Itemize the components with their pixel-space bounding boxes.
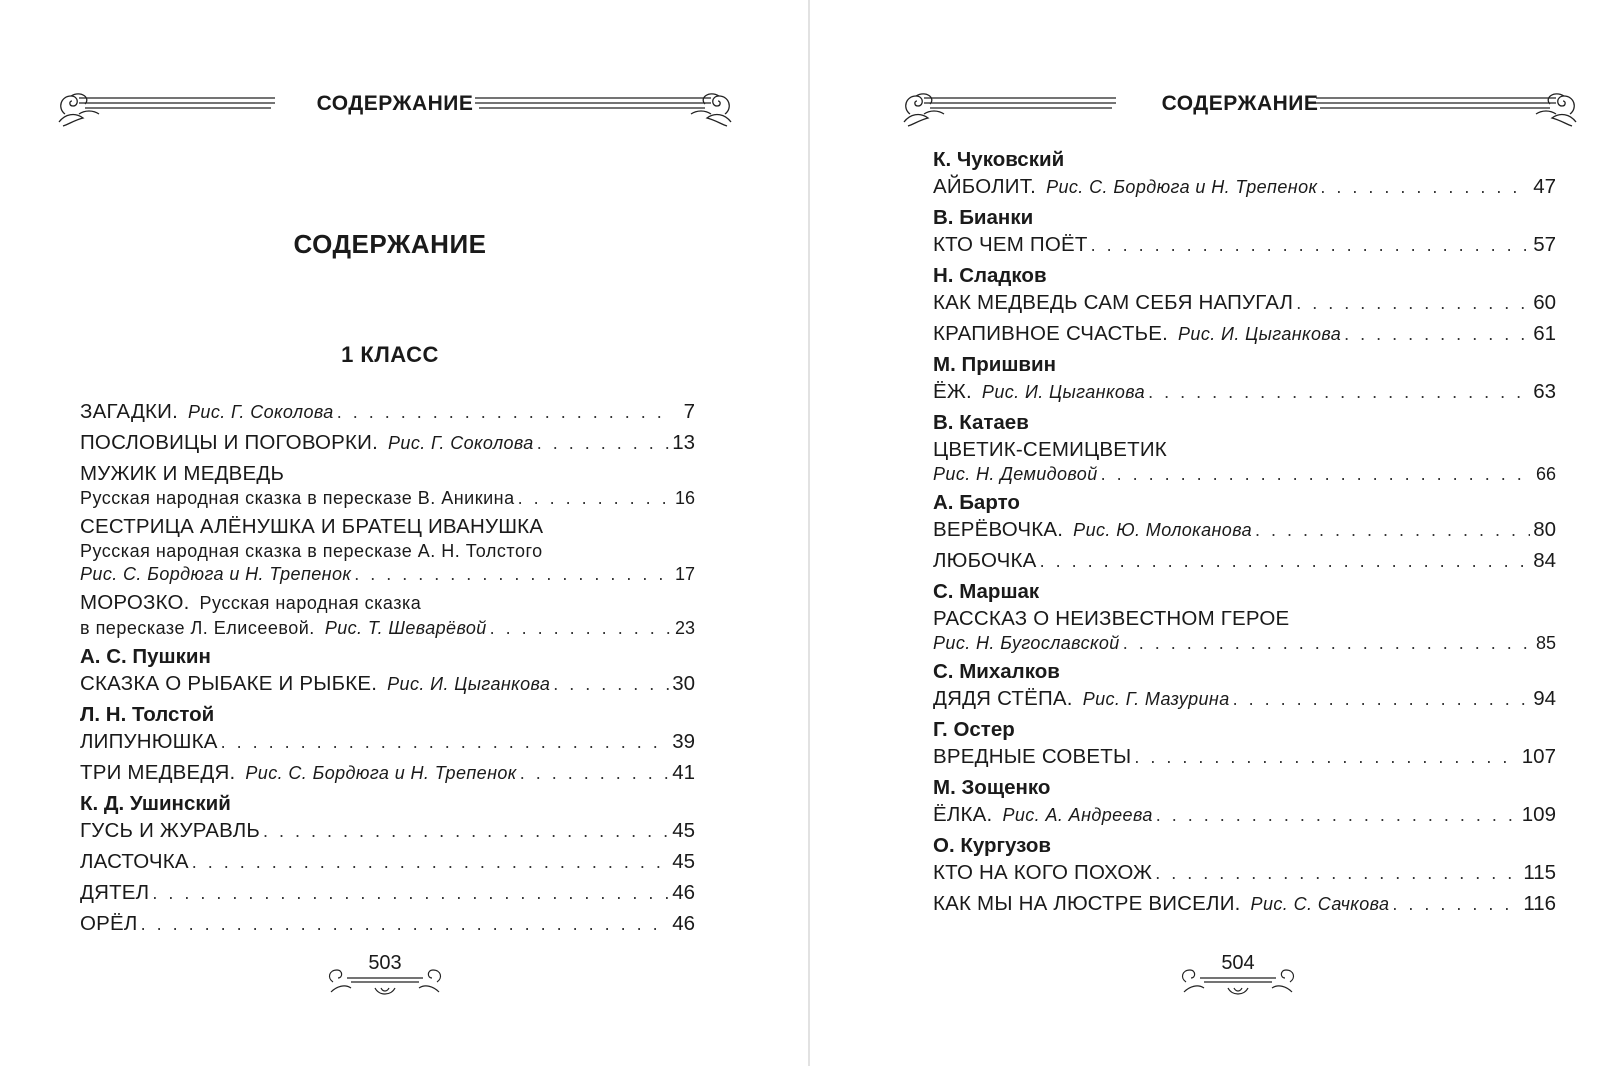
dot-leader	[337, 399, 670, 426]
page-ref: 30	[672, 672, 695, 695]
toc-line	[933, 547, 1556, 575]
toc-line	[933, 463, 1556, 486]
entry-title: СЕСТРИЦА АЛЁНУШКА И БРАТЕЦ ИВАНУШКА	[80, 515, 544, 538]
dot-leader	[1155, 860, 1520, 887]
toc-line	[80, 398, 695, 426]
toc-line	[80, 460, 695, 487]
author-name: Н. Сладков	[933, 264, 1047, 287]
entry-title: ЗАГАДКИ.	[80, 400, 178, 423]
toc-line	[933, 436, 1556, 463]
page-ref: 46	[672, 881, 695, 904]
toc-line	[80, 728, 695, 756]
author-name: К. Д. Ушинский	[80, 792, 231, 815]
page-ref: 115	[1523, 861, 1556, 884]
toc-entry	[80, 429, 695, 457]
folio	[1178, 952, 1298, 1004]
toc-group	[80, 643, 695, 698]
toc-line	[80, 563, 695, 586]
author-name: А. Барто	[933, 491, 1020, 514]
toc-entry	[80, 670, 695, 698]
page-ref: 39	[672, 730, 695, 753]
toc-entry	[933, 743, 1556, 771]
entry-title: КАК МЫ НА ЛЮСТРЕ ВИСЕЛИ.	[933, 892, 1241, 915]
page-ref: 60	[1533, 291, 1556, 314]
dot-leader	[1101, 463, 1531, 486]
entry-title: ЁЛКА.	[933, 803, 993, 826]
dot-leader	[1156, 802, 1519, 829]
author-name: М. Пришвин	[933, 353, 1056, 376]
page-ref: 80	[1533, 518, 1556, 541]
dot-leader	[263, 818, 669, 845]
dot-leader	[518, 487, 670, 510]
toc-line	[933, 743, 1556, 771]
entry-title: ВРЕДНЫЕ СОВЕТЫ	[933, 745, 1132, 768]
entry-subtitle: Русская народная сказка	[199, 593, 422, 613]
toc-line	[80, 910, 695, 938]
running-header-title: СОДЕРЖАНИЕ	[1161, 92, 1319, 115]
entry-title: ПОСЛОВИЦЫ И ПОГОВОРКИ.	[80, 431, 379, 454]
toc-line	[933, 378, 1556, 406]
folio	[325, 952, 445, 1004]
page-ref: 13	[672, 431, 695, 454]
author-name: В. Катаев	[933, 411, 1029, 434]
author-name: Л. Н. Толстой	[80, 703, 215, 726]
dot-leader	[553, 671, 669, 698]
toc-entry	[80, 759, 695, 787]
page-ref: 109	[1521, 803, 1556, 826]
left-page	[0, 0, 810, 1066]
toc-line	[933, 173, 1556, 201]
toc-line	[80, 817, 695, 845]
entry-title: КТО ЧЕМ ПОЁТ	[933, 233, 1088, 256]
dot-leader	[221, 729, 670, 756]
contents-title: СОДЕРЖАНИЕ	[293, 229, 487, 259]
illustrator-credit: Рис. Г. Соколова	[388, 433, 534, 453]
page-ref: 57	[1533, 233, 1556, 256]
author-name: Г. Остер	[933, 718, 1015, 741]
toc-group	[933, 146, 1556, 201]
illustrator-credit: Рис. Г. Мазурина	[1082, 689, 1230, 709]
toc-group	[80, 790, 695, 938]
illustrator-credit: Рис. Н. Демидовой	[933, 464, 1098, 484]
toc-entry	[933, 231, 1556, 259]
toc-line	[933, 320, 1556, 348]
toc-entry	[933, 685, 1556, 713]
toc-line	[80, 848, 695, 876]
page-ref: 7	[683, 400, 695, 423]
toc-entry	[933, 516, 1556, 544]
illustrator-credit: Рис. С. Бордюга и Н. Трепенок	[80, 564, 352, 584]
dot-leader	[354, 563, 670, 586]
entry-title: ЦВЕТИК-СЕМИЦВЕТИК	[933, 438, 1167, 461]
toc-line	[933, 605, 1556, 632]
page-ref: 107	[1521, 745, 1556, 768]
dot-leader	[1148, 379, 1530, 406]
author-name: С. Михалков	[933, 660, 1060, 683]
entry-subtitle: Русская народная сказка в пересказе А. Н. Толстого	[80, 541, 543, 561]
entry-title: КРАПИВНОЕ СЧАСТЬЕ.	[933, 322, 1169, 345]
illustrator-credit: Рис. С. Бордюга и Н. Трепенок	[245, 763, 517, 783]
toc-entry	[933, 173, 1556, 201]
toc-group	[933, 832, 1556, 918]
toc-entry	[80, 398, 695, 426]
toc-entry	[80, 848, 695, 876]
entry-subtitle: в пересказе Л. Елисеевой.	[80, 618, 315, 638]
toc-line	[80, 487, 695, 510]
entry-title: ЛАСТОЧКА	[80, 850, 189, 873]
illustrator-credit: Рис. Ю. Молоканова	[1073, 520, 1253, 540]
dot-leader	[1296, 290, 1530, 317]
toc-entry	[80, 728, 695, 756]
toc-line	[80, 670, 695, 698]
dot-leader	[1040, 548, 1531, 575]
toc-entry	[80, 879, 695, 907]
illustrator-credit: Рис. И. Цыганкова	[387, 674, 551, 694]
toc-entry	[80, 817, 695, 845]
toc-group	[933, 489, 1556, 575]
illustrator-credit: Рис. Н. Бугославской	[933, 633, 1120, 653]
page-ref: 84	[1533, 549, 1556, 572]
toc-line	[80, 589, 695, 617]
toc-group	[80, 398, 695, 640]
toc-entry	[933, 320, 1556, 348]
illustrator-credit: Рис. Т. Шеварёвой	[324, 618, 487, 638]
entry-title: КТО НА КОГО ПОХОЖ	[933, 861, 1153, 884]
author-name: А. С. Пушкин	[80, 645, 211, 668]
toc-group	[933, 658, 1556, 713]
toc-group	[933, 578, 1556, 655]
author-name: С. Маршак	[933, 580, 1040, 603]
toc-group	[933, 774, 1556, 829]
page-number: 504	[1221, 952, 1255, 974]
toc-line	[80, 429, 695, 457]
running-header-title: СОДЕРЖАНИЕ	[316, 92, 474, 115]
toc-entry	[80, 910, 695, 938]
toc-group	[80, 701, 695, 787]
toc-line	[933, 289, 1556, 317]
entry-title: АЙБОЛИТ.	[933, 175, 1037, 198]
page-ref: 47	[1533, 175, 1556, 198]
toc-line	[933, 685, 1556, 713]
page-ref: 45	[672, 850, 695, 873]
entry-title: МОРОЗКО.	[80, 591, 190, 614]
entry-title: ЛЮБОЧКА	[933, 549, 1037, 572]
entry-title: ТРИ МЕДВЕДЯ.	[80, 761, 236, 784]
dot-leader	[1320, 174, 1530, 201]
illustrator-credit: Рис. С. Бордюга и Н. Трепенок	[1046, 177, 1318, 197]
toc-entry	[80, 513, 695, 586]
dot-leader	[1344, 321, 1530, 348]
toc-entry	[933, 436, 1556, 486]
dot-leader	[1134, 744, 1518, 771]
toc-entry	[933, 605, 1556, 655]
illustrator-credit: Рис. А. Андреева	[1002, 805, 1153, 825]
entry-title: ОРЁЛ	[80, 912, 138, 935]
toc-group	[933, 351, 1556, 406]
toc-line	[933, 516, 1556, 544]
dot-leader	[490, 617, 670, 640]
entry-title: ГУСЬ И ЖУРАВЛЬ	[80, 819, 261, 842]
page-number: 503	[368, 952, 402, 974]
dot-leader	[152, 880, 669, 907]
toc-entry	[933, 890, 1556, 918]
dot-leader	[1233, 686, 1531, 713]
toc-line	[933, 890, 1556, 918]
entry-title: ДЯТЕЛ	[80, 881, 150, 904]
dot-leader	[192, 849, 669, 876]
illustrator-credit: Рис. С. Сачкова	[1250, 894, 1390, 914]
author-name: В. Бианки	[933, 206, 1034, 229]
page-ref: 66	[1535, 464, 1556, 484]
page-ref: 45	[672, 819, 695, 842]
toc-group	[933, 262, 1556, 348]
toc-group	[933, 716, 1556, 771]
toc-line	[80, 617, 695, 640]
entry-title: ЁЖ.	[933, 380, 972, 403]
dot-leader	[141, 911, 670, 938]
toc-entry	[80, 460, 695, 510]
toc-group	[933, 409, 1556, 486]
page-ref: 46	[672, 912, 695, 935]
toc-entry	[933, 859, 1556, 887]
running-header	[55, 84, 735, 134]
entry-title: РАССКАЗ О НЕИЗВЕСТНОМ ГЕРОЕ	[933, 607, 1290, 630]
page-ref: 23	[674, 618, 695, 638]
toc-line	[933, 632, 1556, 655]
dot-leader	[537, 430, 669, 457]
toc-line	[933, 801, 1556, 829]
author-name: М. Зощенко	[933, 776, 1051, 799]
dot-leader	[520, 760, 670, 787]
toc-line	[80, 540, 695, 563]
table-of-contents	[80, 398, 695, 941]
dot-leader	[1255, 517, 1530, 544]
toc-line	[933, 231, 1556, 259]
illustrator-credit: Рис. И. Цыганкова	[1178, 324, 1342, 344]
page-ref: 16	[674, 488, 695, 508]
entry-title: ЛИПУНЮШКА	[80, 730, 218, 753]
toc-line	[80, 513, 695, 540]
running-header	[900, 84, 1580, 134]
illustrator-credit: Рис. И. Цыганкова	[981, 382, 1146, 402]
class-heading: 1 КЛАСС	[341, 342, 439, 367]
toc-line	[80, 879, 695, 907]
entry-title: ДЯДЯ СТЁПА.	[933, 687, 1073, 710]
toc-line	[80, 759, 695, 787]
toc-entry	[933, 801, 1556, 829]
page-ref: 116	[1523, 892, 1556, 915]
page-ref: 63	[1533, 380, 1556, 403]
page-ref: 41	[672, 761, 695, 784]
dot-leader	[1392, 891, 1520, 918]
toc-group	[933, 204, 1556, 259]
entry-title: МУЖИК И МЕДВЕДЬ	[80, 462, 285, 485]
page-ref: 61	[1533, 322, 1556, 345]
page-ref: 85	[1535, 633, 1556, 653]
page-ref: 94	[1533, 687, 1556, 710]
toc-entry	[933, 378, 1556, 406]
page-ref: 17	[674, 564, 695, 584]
illustrator-credit: Рис. Г. Соколова	[188, 402, 334, 422]
entry-title: КАК МЕДВЕДЬ САМ СЕБЯ НАПУГАЛ	[933, 291, 1294, 314]
toc-line	[933, 859, 1556, 887]
table-of-contents	[933, 146, 1556, 921]
dot-leader	[1123, 632, 1531, 655]
author-name: К. Чуковский	[933, 148, 1065, 171]
entry-title: ВЕРЁВОЧКА.	[933, 518, 1064, 541]
toc-entry	[80, 589, 695, 640]
author-name: О. Кургузов	[933, 834, 1051, 857]
dot-leader	[1091, 232, 1531, 259]
entry-subtitle: Русская народная сказка в пересказе В. Аникина	[80, 488, 515, 508]
right-page	[810, 0, 1621, 1066]
entry-title: СКАЗКА О РЫБАКЕ И РЫБКЕ.	[80, 672, 378, 695]
toc-entry	[933, 289, 1556, 317]
toc-entry	[933, 547, 1556, 575]
